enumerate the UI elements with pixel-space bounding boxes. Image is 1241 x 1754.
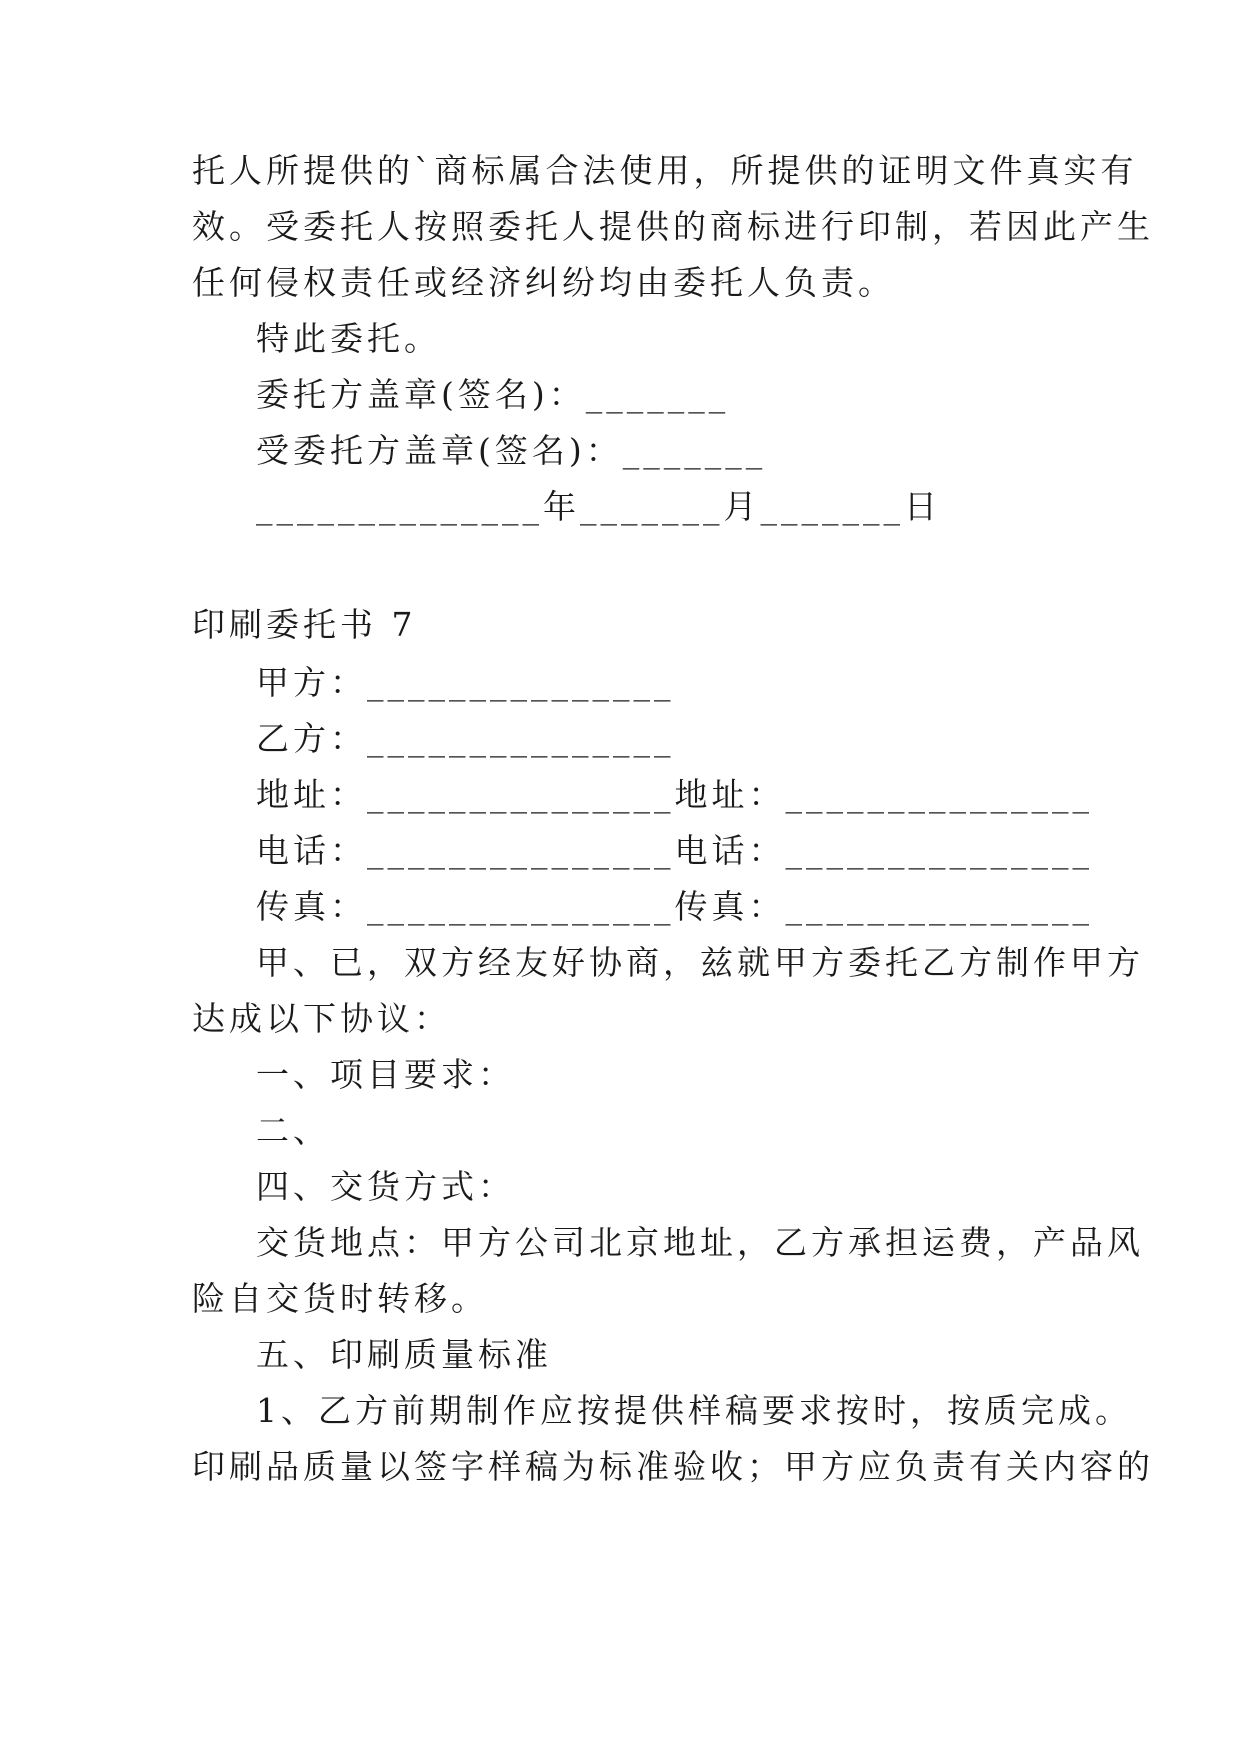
body-text-line: 特此委托。 xyxy=(256,319,441,358)
address-fields: 地址：_______________地址：_______________ xyxy=(256,775,1093,814)
body-text-line: 甲、已，双方经友好协商，兹就甲方委托乙方制作甲方 xyxy=(256,943,1144,982)
signature-line-contractor: 受委托方盖章(签名)：_______ xyxy=(256,431,767,470)
body-text-line: 托人所提供的`商标属合法使用，所提供的证明文件真实有 xyxy=(192,151,1138,190)
body-text-line: 达成以下协议： xyxy=(192,999,451,1038)
clause-heading: 二、 xyxy=(256,1111,330,1150)
body-text-line: 印刷品质量以签字样稿为标准验收；甲方应负责有关内容的 xyxy=(192,1447,1154,1486)
body-text-line: 险自交货时转移。 xyxy=(192,1279,488,1318)
clause-heading: 五、印刷质量标准 xyxy=(256,1335,552,1374)
party-b-field: 乙方：_______________ xyxy=(256,719,675,758)
body-text-line: 1、乙方前期制作应按提供样稿要求按时，按质完成。 xyxy=(256,1391,1132,1430)
fax-fields: 传真：_______________传真：_______________ xyxy=(256,887,1093,926)
section-title: 印刷委托书 7 xyxy=(192,605,417,644)
party-a-field: 甲方：_______________ xyxy=(256,663,675,702)
phone-fields: 电话：_______________电话：_______________ xyxy=(256,831,1093,870)
clause-heading: 四、交货方式： xyxy=(256,1167,515,1206)
body-text-line: 任何侵权责任或经济纠纷均由委托人负责。 xyxy=(192,263,895,302)
body-text-line: 效。受委托人按照委托人提供的商标进行印制，若因此产生 xyxy=(192,207,1154,246)
signature-line-client: 委托方盖章(签名)：_______ xyxy=(256,375,730,414)
date-line: ______________年_______月_______日 xyxy=(256,487,941,526)
clause-heading: 一、项目要求： xyxy=(256,1055,515,1094)
body-text-line: 交货地点：甲方公司北京地址，乙方承担运费，产品风 xyxy=(256,1223,1144,1262)
